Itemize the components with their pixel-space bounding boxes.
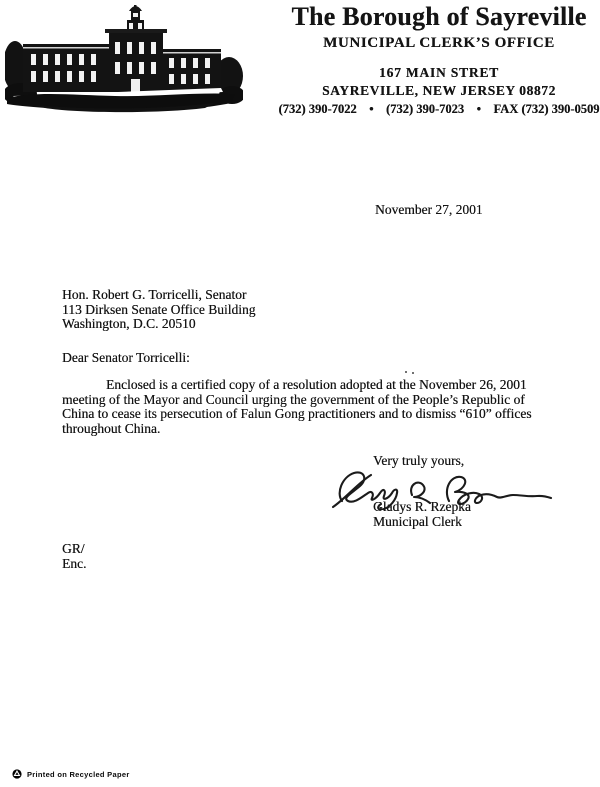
phone-fax-line: (732) 390-7022 • (732) 390-7023 • FAX (732) 390-0509	[278, 102, 600, 116]
borough-hall-illustration	[5, 4, 243, 116]
scan-speckle	[405, 371, 407, 373]
recycled-paper-note: Printed on Recycled Paper	[27, 769, 130, 779]
signature-block	[373, 500, 471, 529]
signer-name: Gladys R. Rzepka	[373, 499, 471, 514]
date-line: November 27, 2001	[375, 202, 483, 217]
body-line: China to cease its persecution of Falun Gong practitioners and to dismiss “610” offices	[62, 406, 532, 422]
recycle-icon	[12, 769, 22, 779]
enclosure-notation: Enc.	[62, 555, 87, 571]
org-name: The Borough of Sayreville	[291, 2, 587, 31]
office-name: MUNICIPAL CLERK’S OFFICE	[323, 35, 555, 51]
recipient-line: Washington, D.C. 20510	[62, 316, 196, 332]
body-paragraph	[62, 378, 562, 436]
city-state-zip: SAYREVILLE, NEW JERSEY 08872	[322, 83, 556, 98]
salutation: Dear Senator Torricelli:	[62, 350, 190, 365]
complimentary-close: Very truly yours,	[373, 453, 465, 468]
reference-block	[62, 542, 86, 571]
letterhead	[278, 2, 600, 117]
footer	[12, 769, 130, 779]
body-line: throughout China.	[62, 420, 161, 436]
scan-speckle	[412, 372, 414, 374]
recipient-address	[62, 288, 255, 332]
street-address: 167 MAIN STRET	[379, 65, 499, 80]
body-line: meeting of the Mayor and Council urging the government of the People’s Republic of	[62, 391, 525, 407]
signer-title: Municipal Clerk	[373, 513, 462, 529]
recipient-line: 113 Dirksen Senate Office Building	[62, 301, 256, 317]
recipient-line: Hon. Robert G. Torricelli, Senator	[62, 287, 247, 302]
body-line: Enclosed is a certified copy of a resolution adopted at the November 26, 2001	[106, 377, 527, 392]
reference-initials: GR/	[62, 541, 85, 556]
